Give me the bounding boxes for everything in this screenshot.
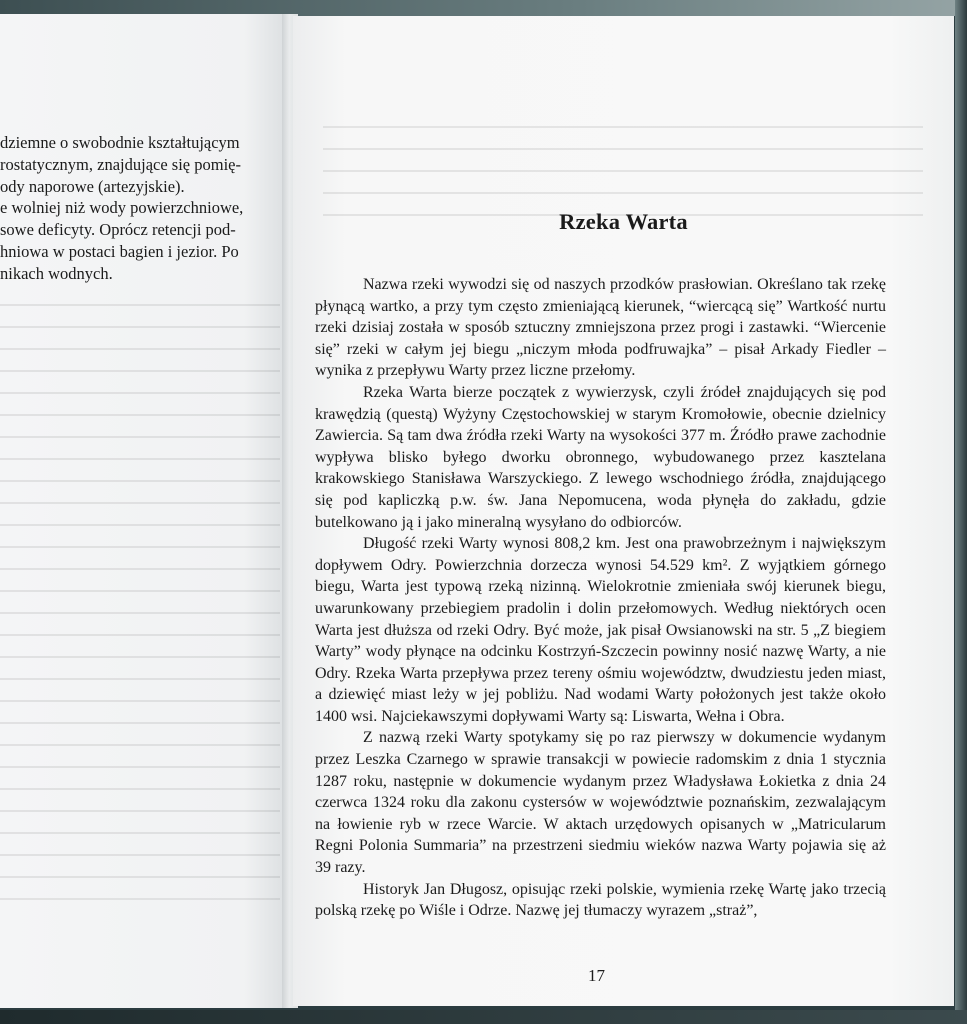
paragraph: Rzeka Warta bierze początek z wywierzysk, czyli źródeł znajdujących się pod krawędzią (questą) Wyżyny Częstochowskiej w starym Kromołowie, obecnie dzielnicy Zawiercia. Są tam dwa źródła rzeki Warty na wysokości 377 m. Źródło prawe zachodnie wypływa blisko byłego dworku obronnego, wybudowanego przez kasztelana krakowskiego Stanisława Warszyckiego. Z lewego wschodniego źródła, znajdującego się pod kapliczką p.w. św. Jana Nepomucena, woda płynęła do zakładu, gdzie butelkowano ją i jako mineralną wysyłano do odbiorców. — [315, 383, 886, 531]
page-number: 17 — [588, 966, 605, 985]
paragraph: Z nazwą rzeki Warty spotykamy się po raz pierwszy w dokumencie wydanym przez Leszka Czarnego w sprawie transakcji w powiecie radomskim z dnia 1 stycznia 1287 roku, następnie w dokumencie wydanym przez Władysława Łokietka z dnia 24 czerwca 1324 roku dla zakonu cystersów w województwie poznańskim, zezwalającym na łowienie ryb w rzece Warcie. W aktach urzędowych opisanych w „Matricularum Regni Polonia Summaria” na przestrzeni siedmiu wieków nazwa Warty pojawia się aż 39 razy. — [315, 729, 886, 877]
page-title: Rzeka Warta — [559, 209, 688, 234]
article-body — [315, 274, 886, 922]
left-page-line: hniowa w postaci bagien i jezior. Po — [0, 241, 239, 261]
left-page-line: ody naporowe (artezyjskie). — [0, 176, 185, 196]
paragraph: Historyk Jan Długosz, opisując rzeki polskie, wymienia rzekę Wartę jako trzecią polską rzekę po Wiśle i Odrze. Nazwę jej tłumaczy wyrazem „straż”, — [315, 880, 886, 920]
scan-bottom-edge — [0, 1010, 967, 1024]
left-page — [0, 14, 287, 1008]
paragraph: Długość rzeki Warty wynosi 808,2 km. Jest ona prawobrzeżnym i największym dopływem Odry. Powierzchnia dorzecza wynosi 54.529 km². Z wyjątkiem górnego biegu, Warta jest typową rzeką nizinną. Wielokrotnie zmieniała swój kierunek biegu, uwarunkowany przebiegiem pradolin i dolin przełomowych. Według niektórych ocen Warta jest dłuższa od rzeki Odry. Być może, jak pisał Owsianowski na str. 5 „Z biegiem Warty” wody płynące na odcinku Kostrzyń-Szczecin powinny nosić nazwę Warty, a nie Odry. Rzeka Warta przepływa przez tereny ośmiu województw, dwudziestu jeden miast, a dziewięć miast leży w jej pobliżu. Nad wodami Warty położonych jest także około 1400 wsi. Najciekawszymi dopływami Warty są: Liswarta, Wełna i Obra. — [315, 535, 886, 725]
left-page-line: sowe deficyty. Oprócz retencji pod- — [0, 220, 236, 240]
left-page-line: rostatycznym, znajdujące się pomię- — [0, 154, 241, 174]
right-page — [293, 16, 954, 1006]
scan-right-edge — [955, 0, 967, 1024]
bleed-through-text — [0, 304, 280, 920]
left-page-line: e wolniej niż wody powierzchniowe, — [0, 198, 244, 218]
left-page-line: nikach wodnych. — [0, 263, 113, 283]
left-page-text — [0, 132, 282, 285]
paragraph: Nazwa rzeki wywodzi się od naszych przodków prasłowian. Określano tak rzekę płynącą wartko, a przy tym często zmieniającą kierunek, “wiercącą się” Wartkość nurtu rzeki dzisiaj została w sposób sztuczny zmniejszona przez progi i zastawki. “Wiercenie się” rzeki w całym jej biegu „niczym młoda podfruwajka” – pisał Arkady Fiedler – wynika z przepływu Warty przez liczne przełomy. — [315, 276, 886, 380]
left-page-line: dziemne o swobodnie kształtującym — [0, 133, 240, 152]
